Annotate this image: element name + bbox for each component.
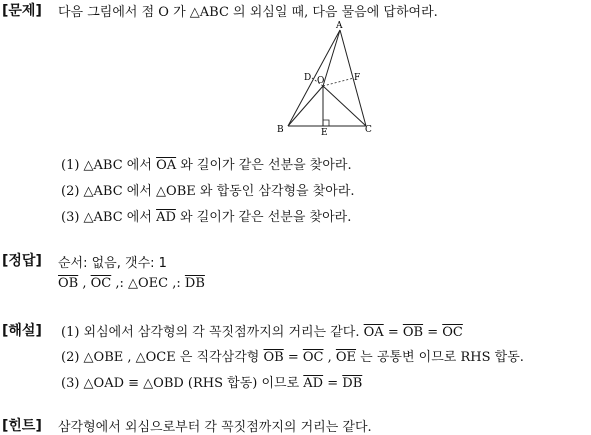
answer-line: $\overline{OB}$ , $\overline{OC}$ ,: △OEC ,: $\overline{DB}$ — [58, 276, 205, 291]
answer-tag: [정답] — [2, 253, 42, 269]
label-f: F — [354, 73, 361, 83]
problem-tag: [문제] — [2, 3, 42, 19]
explanation-tag: [해설] — [2, 323, 42, 339]
explanation-line-1: (1) 외심에서 삼각형의 각 꼭짓점까지의 거리는 같다. $\overline{OA} = \overline{OB} = \overline{OC}$ — [61, 325, 463, 340]
hint-text: 삼각형에서 외심으로부터 각 꼭짓점까지의 거리는 같다. — [58, 420, 372, 435]
label-a: A — [336, 21, 343, 31]
question-2: (2) △ABC 에서 △OBE 와 합동인 삼각형을 찾아라. — [61, 184, 355, 199]
label-b: B — [277, 125, 284, 135]
side-ac — [340, 30, 366, 126]
label-e: E — [321, 128, 328, 136]
label-o: O — [317, 76, 325, 86]
right-angle-mark — [323, 120, 329, 126]
segment-ob — [288, 86, 323, 126]
segment-of — [323, 78, 354, 86]
explanation-line-2: (2) △OBE , △OCE 은 직각삼각형 $\overline{OB} = \overline{OC}$ , $\overline{OE}$ 는 공통변 이므로 RHS 합동. — [61, 350, 524, 365]
question-1: (1) △ABC 에서 $\overline{OA}$ 와 길이가 같은 선분을 찾아라. — [61, 158, 352, 173]
segment-oa — [323, 30, 340, 86]
explanation-line-3: (3) △OAD ≡ △OBD (RHS 합동) 이므로 $\overline{AD} = \overline{DB}$ — [61, 376, 363, 391]
question-3: (3) △ABC 에서 $\overline{AD}$ 와 길이가 같은 선분을 찾아라. — [61, 210, 352, 225]
triangle-figure — [272, 20, 382, 136]
problem-statement: 다음 그림에서 점 O 가 △ABC 의 외심일 때, 다음 물음에 답하여라. — [58, 5, 438, 20]
side-ab — [288, 30, 340, 126]
label-c: C — [365, 125, 372, 135]
hint-tag: [힌트] — [2, 418, 42, 434]
label-d: D — [304, 73, 312, 83]
segment-oc — [323, 86, 366, 126]
answer-meta: 순서: 없음, 갯수: 1 — [58, 256, 167, 271]
